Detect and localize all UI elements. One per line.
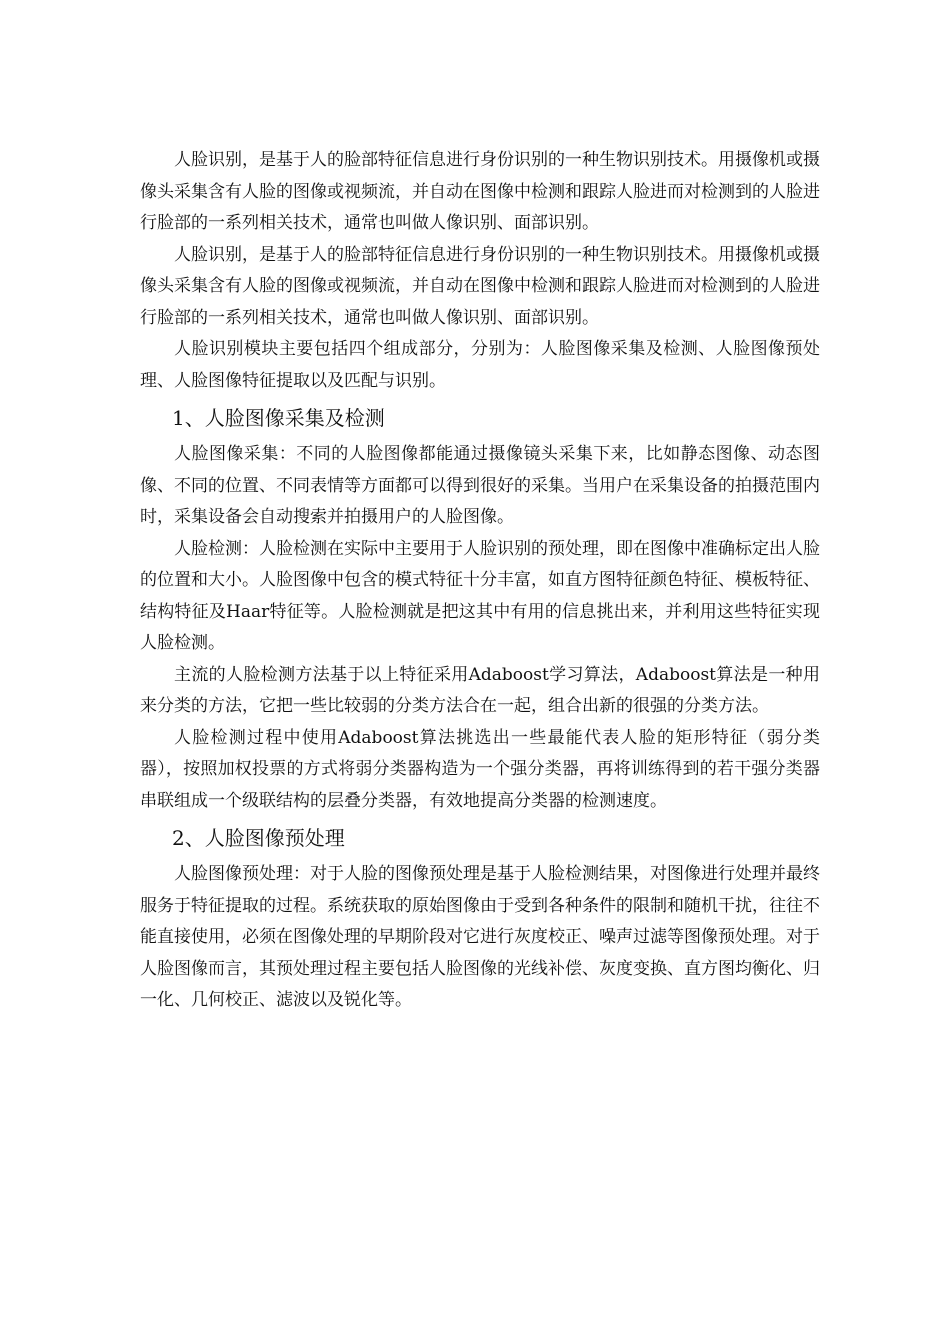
paragraph-preprocessing: 人脸图像预处理：对于人脸的图像预处理是基于人脸检测结果，对图像进行处理并最终服务于特征提取的过程。系统获取的原始图像由于受到各种条件的限制和随机干扰，往往不能直接使用，必须在图像处理的早期阶段对它进行灰度校正、噪声过滤等图像预处理。对于人脸图像而言，其预处理过程主要包括人脸图像的光线补偿、灰度变换、直方图均衡化、归一化、几何校正、滤波以及锐化等。 bbox=[140, 864, 820, 1010]
section-heading-2: 2、人脸图像预处理 bbox=[172, 826, 345, 850]
paragraph-intro-2: 人脸识别，是基于人的脸部特征信息进行身份识别的一种生物识别技术。用摄像机或摄像头采集含有人脸的图像或视频流，并自动在图像中检测和跟踪人脸进而对检测到的人脸进行脸部的一系列相关技术，通常也叫做人像识别、面部识别。 bbox=[140, 244, 820, 328]
paragraph-acquisition: 人脸图像采集：不同的人脸图像都能通过摄像镜头采集下来，比如静态图像、动态图像、不同的位置、不同表情等方面都可以得到很好的采集。当用户在采集设备的拍摄范围内时，采集设备会自动搜索并拍摄用户的人脸图像。 bbox=[140, 444, 820, 527]
paragraph-modules: 人脸识别模块主要包括四个组成部分，分别为：人脸图像采集及检测、人脸图像预处理、人脸图像特征提取以及匹配与识别。 bbox=[140, 339, 820, 391]
paragraph-cascade: 人脸检测过程中使用Adaboost算法挑选出一些最能代表人脸的矩形特征（弱分类器），按照加权投票的方式将弱分类器构造为一个强分类器，再将训练得到的若干强分类器串联组成一个级联结构的层叠分类器，有效地提高分类器的检测速度。 bbox=[140, 727, 820, 811]
section-heading-1: 1、人脸图像采集及检测 bbox=[172, 406, 385, 430]
paragraph-adaboost: 主流的人脸检测方法基于以上特征采用Adaboost学习算法，Adaboost算法是一种用来分类的方法，它把一些比较弱的分类方法合在一起，组合出新的很强的分类方法。 bbox=[140, 664, 820, 716]
document-body bbox=[140, 145, 820, 1017]
paragraph-intro-1: 人脸识别，是基于人的脸部特征信息进行身份识别的一种生物识别技术。用摄像机或摄像头采集含有人脸的图像或视频流，并自动在图像中检测和跟踪人脸进而对检测到的人脸进行脸部的一系列相关技术，通常也叫做人像识别、面部识别。 bbox=[140, 150, 820, 233]
paragraph-detection: 人脸检测：人脸检测在实际中主要用于人脸识别的预处理，即在图像中准确标定出人脸的位置和大小。人脸图像中包含的模式特征十分丰富，如直方图特征颜色特征、模板特征、结构特征及Haar特征等。人脸检测就是把这其中有用的信息挑出来，并利用这些特征实现人脸检测。 bbox=[140, 538, 820, 653]
